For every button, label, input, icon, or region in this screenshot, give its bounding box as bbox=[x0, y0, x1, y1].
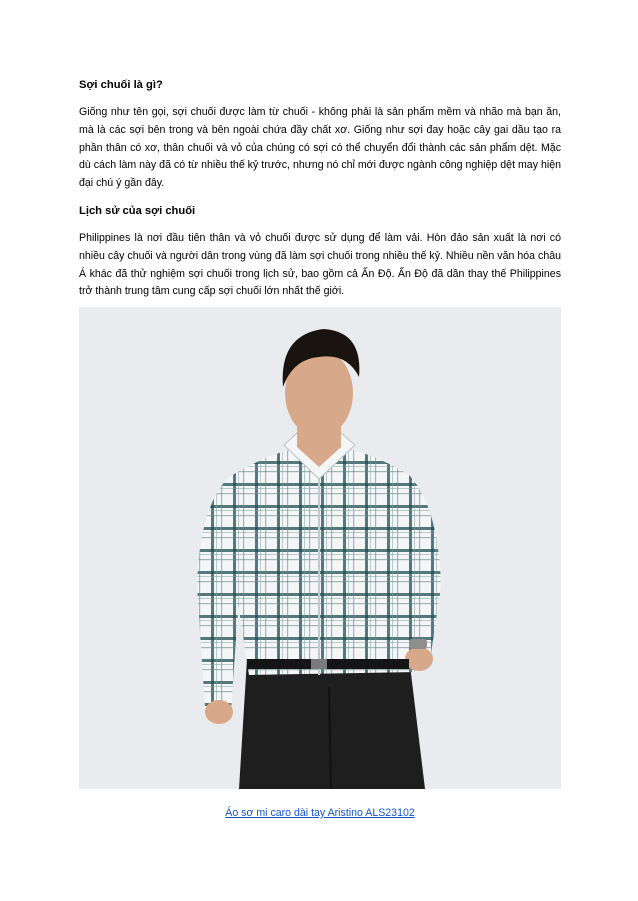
product-caption-link[interactable]: Áo sơ mi caro dài tay Aristino ALS23102 bbox=[225, 807, 415, 819]
model-in-checked-shirt-illustration bbox=[79, 307, 561, 789]
section-heading-what-is: Sợi chuối là gì? bbox=[79, 79, 163, 91]
section-body-what-is: Giống như tên gọi, sợi chuối được làm từ chuối - không phải là sản phẩm mềm và nhão mà bạn ăn, mà là các sợi bên trong và bên ngoài chứa đầy chất xơ. Giống như sợi đay hoặc cây gai dầu tạo ra phần thân có xơ, thân chuối và vỏ của chúng có sợi có thể chuyển đổi thành các sản phẩm dệt. Mặc dù cách làm này đã có từ nhiều thế kỷ trước, nhưng nó chỉ mới được ngành công nghiệp dệt may hiện đại chú ý gần đây. bbox=[79, 106, 561, 190]
section-heading-history: Lịch sử của sợi chuối bbox=[79, 205, 196, 217]
section-body-history: Philippines là nơi đầu tiên thân và vỏ chuối được sử dụng để làm vải. Hòn đảo sản xuất là nơi có nhiều cây chuối và người dân trong vùng đã làm sợi chuối trong nhiều thế kỷ. Nhiều nền văn hóa châu Á khác đã thử nghiệm sợi chuối trong lịch sử, bao gồm cả Ấn Độ. Ấn Độ đã dần thay thế Philippines trở thành trung tâm cung cấp sợi chuối lớn nhất thế giới. bbox=[79, 232, 561, 298]
product-photo bbox=[79, 307, 561, 789]
